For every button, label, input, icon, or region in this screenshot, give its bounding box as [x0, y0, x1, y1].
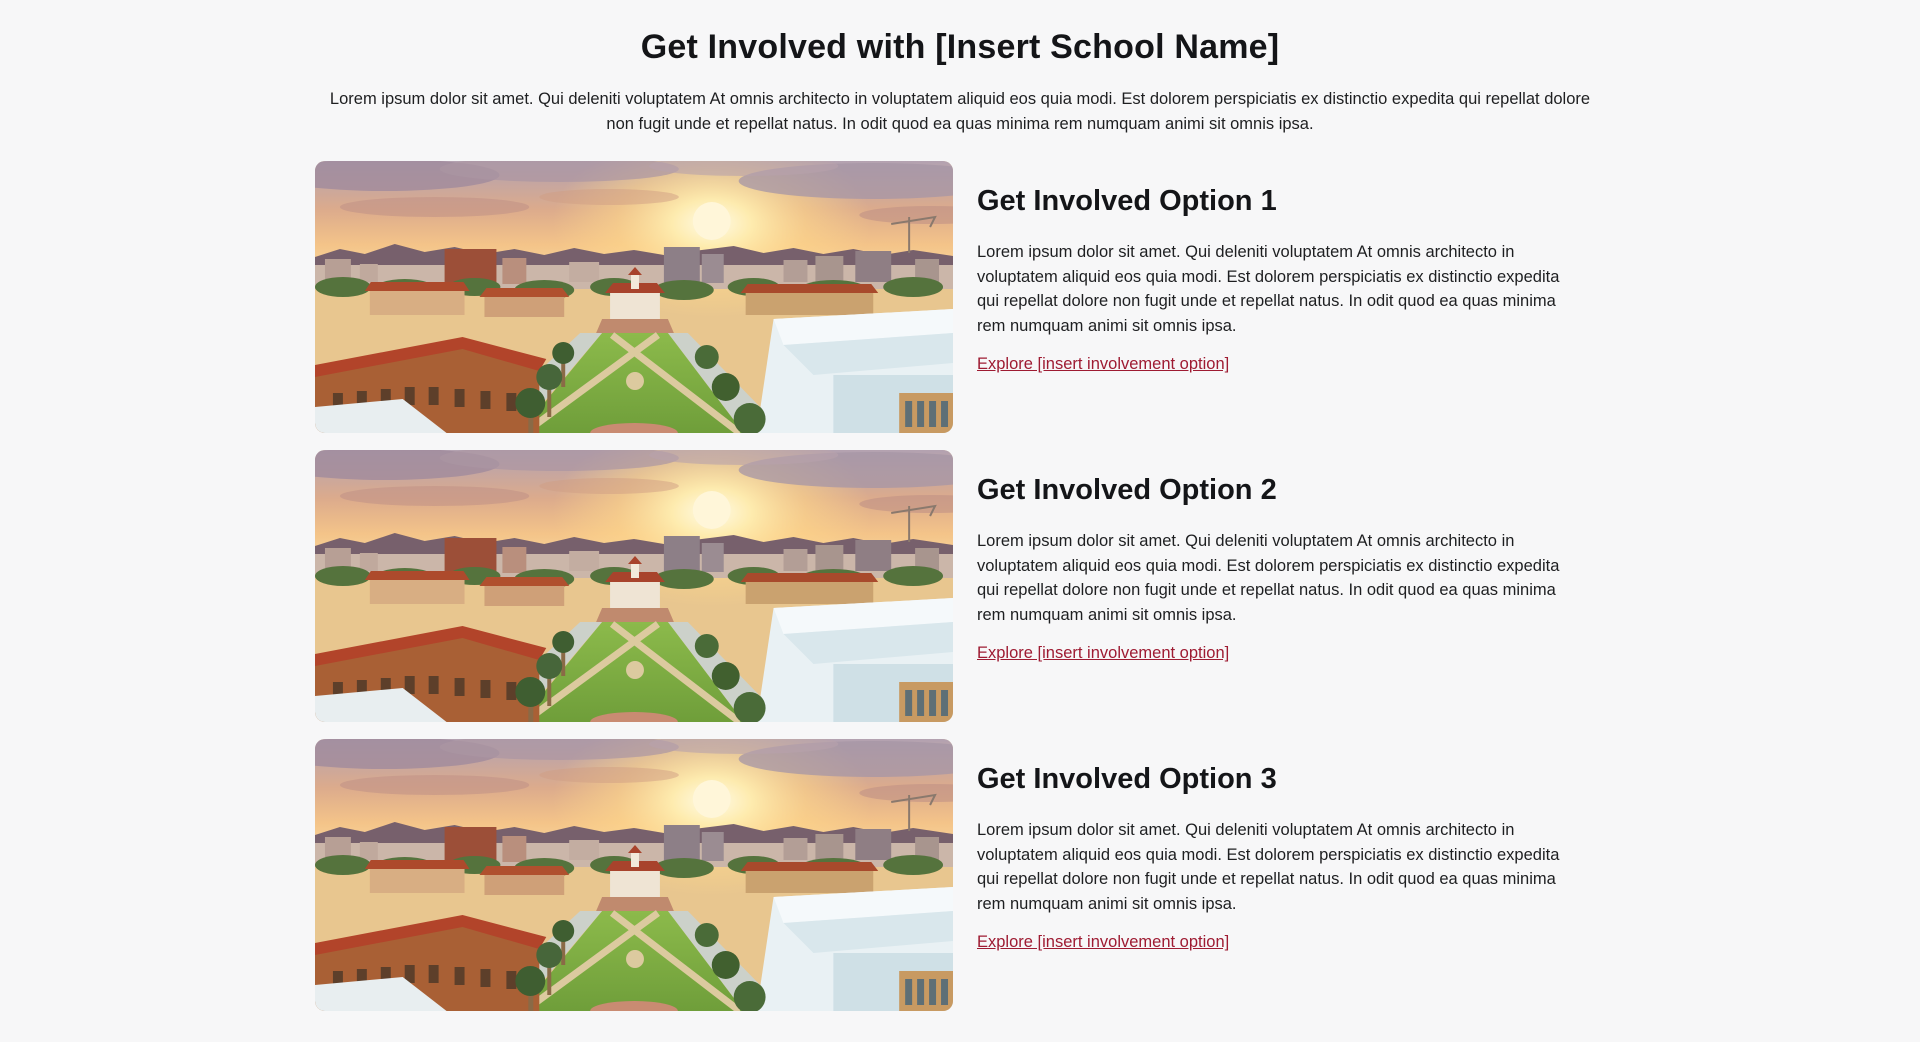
explore-link[interactable]: Explore [insert involvement option] [977, 644, 1230, 663]
involvement-card-2 [315, 450, 1605, 722]
option-body: Lorem ipsum dolor sit amet. Qui deleniti voluptatem At omnis architecto in voluptatem aliquid eos quia modi. Est dolorem perspiciatis ex distinctio expedita qui repellat dolore non fugit unde et repellat natus. In odit quod ea quas minima rem numquam animi sit omnis ipsa. [977, 532, 1560, 624]
bottom-strip [0, 1042, 1920, 1056]
option-heading: Get Involved Option 2 [977, 474, 1277, 506]
intro-text: Lorem ipsum dolor sit amet. Qui deleniti voluptatem At omnis architecto in voluptatem aliquid eos quia modi. Est dolorem perspiciatis ex distinctio expedita qui repellat dolore non fugit unde et repellat natus. In odit quod ea quas minima rem numquam animi sit omnis ipsa. [329, 90, 1591, 133]
option-heading: Get Involved Option 3 [977, 763, 1277, 795]
explore-link[interactable]: Explore [insert involvement option] [977, 355, 1230, 374]
involvement-card-1 [315, 161, 1605, 433]
option-heading: Get Involved Option 1 [977, 185, 1277, 217]
page-title: Get Involved with [Insert School Name] [640, 28, 1280, 66]
campus-sunset-image [315, 450, 953, 722]
campus-sunset-image [315, 739, 953, 1011]
card-text-column [953, 450, 1583, 663]
explore-link[interactable]: Explore [insert involvement option] [977, 933, 1230, 952]
involvement-card-3 [315, 739, 1605, 1011]
main-content [315, 0, 1605, 1011]
card-text-column [953, 739, 1583, 952]
option-body: Lorem ipsum dolor sit amet. Qui deleniti voluptatem At omnis architecto in voluptatem aliquid eos quia modi. Est dolorem perspiciatis ex distinctio expedita qui repellat dolore non fugit unde et repellat natus. In odit quod ea quas minima rem numquam animi sit omnis ipsa. [977, 243, 1560, 335]
campus-sunset-image [315, 161, 953, 433]
card-text-column [953, 161, 1583, 374]
option-body: Lorem ipsum dolor sit amet. Qui deleniti voluptatem At omnis architecto in voluptatem aliquid eos quia modi. Est dolorem perspiciatis ex distinctio expedita qui repellat dolore non fugit unde et repellat natus. In odit quod ea quas minima rem numquam animi sit omnis ipsa. [977, 821, 1560, 913]
